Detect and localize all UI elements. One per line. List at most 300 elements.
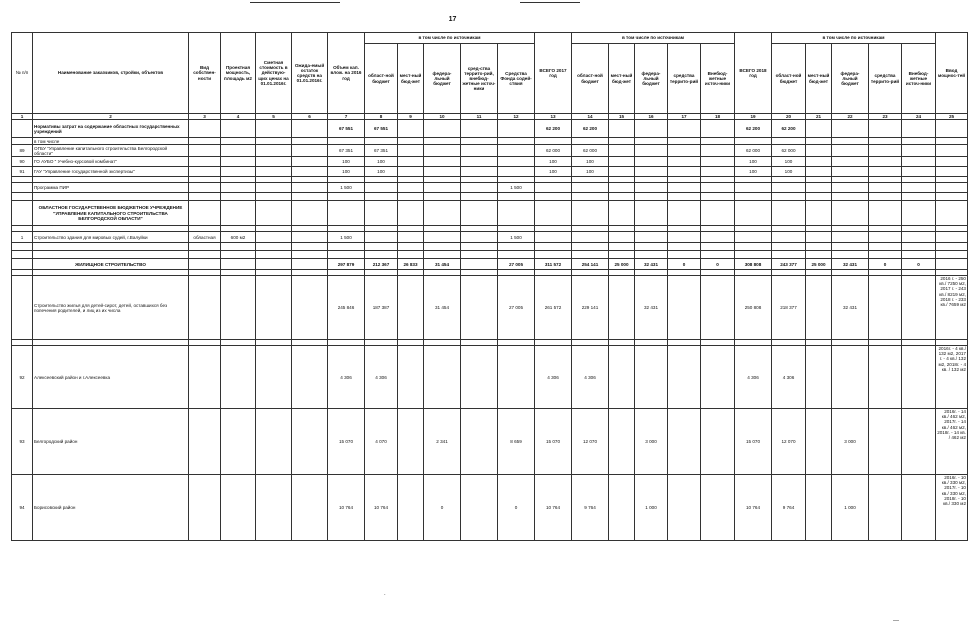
value-cell xyxy=(461,183,498,193)
value-cell xyxy=(806,167,832,177)
empty-cell xyxy=(832,251,869,259)
value-cell: 0 xyxy=(668,259,701,270)
value-cell xyxy=(189,409,221,475)
value-cell xyxy=(701,276,735,340)
value-cell xyxy=(221,346,256,409)
value-cell xyxy=(609,276,635,340)
value-cell xyxy=(189,183,221,193)
value-cell xyxy=(461,167,498,177)
value-cell xyxy=(424,145,461,157)
value-cell xyxy=(365,201,398,226)
value-cell: 0 xyxy=(701,259,735,270)
value-cell: 100 xyxy=(572,167,609,177)
value-cell: 67 551 xyxy=(328,120,365,138)
row-number: 93 xyxy=(12,409,33,475)
row-name: в том числе xyxy=(33,138,189,145)
value-cell xyxy=(461,259,498,270)
col-total2017-header: ВСЕГО 2017 год xyxy=(535,33,572,114)
value-cell xyxy=(221,145,256,157)
value-cell xyxy=(189,138,221,145)
commission-cell xyxy=(936,201,968,226)
empty-cell xyxy=(328,243,365,251)
empty-cell xyxy=(292,193,328,201)
value-cell xyxy=(365,183,398,193)
column-number-cell: 7 xyxy=(328,114,365,120)
value-cell xyxy=(609,232,635,243)
value-cell xyxy=(189,145,221,157)
value-cell xyxy=(461,409,498,475)
value-cell xyxy=(902,120,936,138)
value-cell xyxy=(668,475,701,541)
column-number-cell: 25 xyxy=(936,114,968,120)
column-number-cell: 22 xyxy=(832,114,869,120)
value-cell xyxy=(398,232,424,243)
value-cell xyxy=(832,167,869,177)
row-name: Программа ПИР xyxy=(33,183,189,193)
value-cell xyxy=(398,183,424,193)
column-number-cell: 19 xyxy=(735,114,772,120)
sub-offbudget-header: Внебюд-жетные источ-ники xyxy=(902,44,936,114)
value-cell: 100 xyxy=(735,167,772,177)
value-cell: 218 377 xyxy=(772,276,806,340)
value-cell xyxy=(189,259,221,270)
empty-cell xyxy=(806,243,832,251)
value-cell xyxy=(902,232,936,243)
empty-cell xyxy=(832,193,869,201)
value-cell xyxy=(398,346,424,409)
value-cell xyxy=(902,276,936,340)
value-cell xyxy=(189,475,221,541)
empty-cell xyxy=(33,251,189,259)
value-cell xyxy=(609,120,635,138)
value-cell: 27 005 xyxy=(498,259,535,270)
value-cell xyxy=(869,145,902,157)
value-cell xyxy=(832,232,869,243)
value-cell xyxy=(735,201,772,226)
value-cell xyxy=(292,183,328,193)
empty-cell xyxy=(12,193,33,201)
value-cell xyxy=(701,138,735,145)
sub-regional-header: област-ной бюджет xyxy=(572,44,609,114)
value-cell xyxy=(461,346,498,409)
value-cell xyxy=(635,183,668,193)
value-cell xyxy=(221,183,256,193)
col-total2018-header: ВСЕГО 2018 год xyxy=(735,33,772,114)
col-commission-header: Ввод мощнос-тей xyxy=(936,33,968,114)
table-row xyxy=(12,157,968,167)
commission-cell xyxy=(936,183,968,193)
value-cell: 1 500 xyxy=(328,183,365,193)
value-cell: 600 м2 xyxy=(221,232,256,243)
column-number-cell: 8 xyxy=(365,114,398,120)
value-cell xyxy=(189,167,221,177)
empty-cell xyxy=(292,251,328,259)
column-number-cell: 16 xyxy=(635,114,668,120)
empty-cell xyxy=(33,243,189,251)
sub-territory-ext-header: сред-ства террито-рий, внебюд-жетные источ-ники xyxy=(461,44,498,114)
value-cell: 27 005 xyxy=(498,276,535,340)
value-cell xyxy=(609,475,635,541)
value-cell: 2 341 xyxy=(424,409,461,475)
value-cell xyxy=(221,157,256,167)
empty-cell xyxy=(398,243,424,251)
row-name: Борисовский район xyxy=(33,475,189,541)
empty-cell xyxy=(869,243,902,251)
value-cell xyxy=(635,120,668,138)
value-cell xyxy=(635,157,668,167)
empty-cell xyxy=(535,193,572,201)
value-cell xyxy=(424,201,461,226)
value-cell xyxy=(772,232,806,243)
sub-fund-header: Средства Фонда содей-ствия xyxy=(498,44,535,114)
value-cell xyxy=(869,183,902,193)
value-cell: 100 xyxy=(328,157,365,167)
table-row xyxy=(12,276,968,340)
spacer-row xyxy=(12,243,968,251)
empty-cell xyxy=(189,193,221,201)
empty-cell xyxy=(772,193,806,201)
column-number-cell: 20 xyxy=(772,114,806,120)
scan-top-rule xyxy=(250,2,340,3)
value-cell xyxy=(609,183,635,193)
value-cell xyxy=(256,138,292,145)
value-cell xyxy=(398,145,424,157)
value-cell xyxy=(668,145,701,157)
column-number-cell: 2 xyxy=(33,114,189,120)
value-cell xyxy=(424,346,461,409)
table-row xyxy=(12,167,968,177)
value-cell xyxy=(701,232,735,243)
column-number-cell: 10 xyxy=(424,114,461,120)
empty-cell xyxy=(221,251,256,259)
value-cell xyxy=(189,346,221,409)
value-cell xyxy=(424,120,461,138)
empty-cell xyxy=(498,251,535,259)
empty-cell xyxy=(609,193,635,201)
value-cell xyxy=(256,232,292,243)
value-cell: 10 764 xyxy=(328,475,365,541)
value-cell xyxy=(398,201,424,226)
value-cell: 10 764 xyxy=(365,475,398,541)
value-cell: 15 070 xyxy=(328,409,365,475)
column-number-cell: 1 xyxy=(12,114,33,120)
value-cell: 67 551 xyxy=(365,120,398,138)
value-cell: 250 808 xyxy=(735,276,772,340)
empty-cell xyxy=(735,243,772,251)
value-cell xyxy=(902,157,936,167)
value-cell xyxy=(424,157,461,167)
commission-cell: 2016г. - 14 кв./ 462 м2, 2017г. - 14 кв./ 462 м2, 2018г. - 14 кв. / 462 м2 xyxy=(936,409,968,475)
value-cell: 4 306 xyxy=(772,346,806,409)
value-cell xyxy=(902,145,936,157)
empty-cell xyxy=(806,193,832,201)
column-number-cell: 4 xyxy=(221,114,256,120)
value-cell: 12 070 xyxy=(572,409,609,475)
column-number-cell: 6 xyxy=(292,114,328,120)
value-cell: 100 xyxy=(535,157,572,167)
empty-cell xyxy=(701,243,735,251)
empty-cell xyxy=(936,243,968,251)
value-cell xyxy=(572,201,609,226)
value-cell: 1 500 xyxy=(498,183,535,193)
value-cell xyxy=(869,409,902,475)
value-cell: 67 351 xyxy=(328,145,365,157)
value-cell xyxy=(772,138,806,145)
page-number: 17 xyxy=(448,16,457,23)
value-cell xyxy=(609,167,635,177)
row-name: Строительство здания для мировых судей, г.Валуйки xyxy=(33,232,189,243)
value-cell xyxy=(292,346,328,409)
value-cell: 8 659 xyxy=(498,409,535,475)
value-cell: областная xyxy=(189,232,221,243)
value-cell xyxy=(806,276,832,340)
value-cell xyxy=(635,201,668,226)
value-cell xyxy=(806,138,832,145)
value-cell: 4 306 xyxy=(572,346,609,409)
value-cell xyxy=(292,120,328,138)
value-cell xyxy=(701,157,735,167)
value-cell: 9 764 xyxy=(772,475,806,541)
value-cell xyxy=(902,346,936,409)
empty-cell xyxy=(498,243,535,251)
value-cell: 9 764 xyxy=(572,475,609,541)
value-cell: 261 572 xyxy=(535,276,572,340)
value-cell xyxy=(832,346,869,409)
value-cell: 0 xyxy=(498,475,535,541)
empty-cell xyxy=(12,243,33,251)
value-cell xyxy=(869,346,902,409)
value-cell xyxy=(806,201,832,226)
table-row xyxy=(12,145,968,157)
value-cell xyxy=(572,183,609,193)
empty-cell xyxy=(772,243,806,251)
value-cell xyxy=(668,167,701,177)
value-cell: 31 454 xyxy=(424,276,461,340)
value-cell xyxy=(256,346,292,409)
empty-cell xyxy=(328,193,365,201)
value-cell xyxy=(256,157,292,167)
value-cell xyxy=(498,201,535,226)
value-cell: 0 xyxy=(869,259,902,270)
value-cell xyxy=(292,259,328,270)
empty-cell xyxy=(902,251,936,259)
table-row xyxy=(12,183,968,193)
col-capacity-header: Проектная мощность, площадь м2 xyxy=(221,33,256,114)
value-cell: 15 070 xyxy=(535,409,572,475)
investment-table xyxy=(11,32,968,541)
row-name: ГО АУБО " Учебно-курсовой комбинат" xyxy=(33,157,189,167)
value-cell xyxy=(609,145,635,157)
empty-cell xyxy=(256,243,292,251)
column-number-cell: 23 xyxy=(869,114,902,120)
value-cell xyxy=(461,232,498,243)
value-cell xyxy=(609,138,635,145)
value-cell xyxy=(832,201,869,226)
value-cell xyxy=(635,167,668,177)
value-cell xyxy=(292,167,328,177)
value-cell: 10 764 xyxy=(535,475,572,541)
empty-cell xyxy=(635,193,668,201)
value-cell: 4 070 xyxy=(365,409,398,475)
column-number-cell: 5 xyxy=(256,114,292,120)
empty-cell xyxy=(572,251,609,259)
value-cell xyxy=(668,201,701,226)
value-cell xyxy=(535,183,572,193)
empty-cell xyxy=(635,243,668,251)
commission-cell: 2016г. - 4 кв./ 132 м2, 2017 г. - 4 кв./ 132 м2, 2018г. - 4 кв. / 132 м2 xyxy=(936,346,968,409)
empty-cell xyxy=(832,243,869,251)
column-number-cell: 3 xyxy=(189,114,221,120)
row-name: ГАУ "Управление государственной экспертизы" xyxy=(33,167,189,177)
value-cell: 62 200 xyxy=(535,120,572,138)
value-cell xyxy=(772,201,806,226)
col-num-header: № п/п xyxy=(12,33,33,114)
column-number-cell: 13 xyxy=(535,114,572,120)
value-cell xyxy=(609,157,635,167)
empty-cell xyxy=(668,243,701,251)
value-cell xyxy=(221,167,256,177)
empty-cell xyxy=(33,193,189,201)
column-number-cell: 24 xyxy=(902,114,936,120)
value-cell xyxy=(902,167,936,177)
value-cell xyxy=(292,201,328,226)
value-cell xyxy=(668,157,701,167)
value-cell: 100 xyxy=(735,157,772,167)
value-cell: 26 833 xyxy=(398,259,424,270)
value-cell xyxy=(701,120,735,138)
value-cell: 4 306 xyxy=(535,346,572,409)
sub-territory-header: средства террито-рий xyxy=(869,44,902,114)
row-name: ЖИЛИЩНОЕ СТРОИТЕЛЬСТВО xyxy=(33,259,189,270)
empty-cell xyxy=(735,193,772,201)
table-row xyxy=(12,232,968,243)
value-cell: 0 xyxy=(902,259,936,270)
empty-cell xyxy=(701,251,735,259)
value-cell: 62 000 xyxy=(735,145,772,157)
commission-cell xyxy=(936,138,968,145)
value-cell xyxy=(424,232,461,243)
empty-cell xyxy=(609,251,635,259)
sub-regional-header: област-ной бюджет xyxy=(772,44,806,114)
scan-top-rule xyxy=(520,2,580,3)
value-cell xyxy=(572,138,609,145)
value-cell xyxy=(498,138,535,145)
column-number-cell: 14 xyxy=(572,114,609,120)
value-cell xyxy=(869,232,902,243)
sources-2017-header: в том числе по источникам xyxy=(572,33,735,44)
value-cell xyxy=(869,120,902,138)
value-cell: 32 431 xyxy=(635,276,668,340)
row-number xyxy=(12,276,33,340)
value-cell xyxy=(424,167,461,177)
empty-cell xyxy=(869,193,902,201)
row-name: ОБЛАСТНОЕ ГОСУДАРСТВЕННОЕ БЮДЖЕТНОЕ УЧРЕЖДЕНИЕ "УПРАВЛЕНИЕ КАПИТАЛЬНОГО СТРОИТЕЛЬСТВА БЕЛГОРОДСКОЙ ОБЛАСТИ" xyxy=(33,201,189,226)
value-cell xyxy=(256,145,292,157)
value-cell xyxy=(869,475,902,541)
value-cell xyxy=(189,276,221,340)
sources-2018-header: в том числе по источникам xyxy=(772,33,936,44)
value-cell xyxy=(221,201,256,226)
table-row xyxy=(12,138,968,145)
sub-federal-header: федера-льный бюджет xyxy=(832,44,869,114)
value-cell: 4 306 xyxy=(735,346,772,409)
value-cell: 32 431 xyxy=(635,259,668,270)
row-number: 91 xyxy=(12,167,33,177)
value-cell xyxy=(398,157,424,167)
empty-cell xyxy=(424,243,461,251)
spacer-row xyxy=(12,193,968,201)
value-cell: 254 141 xyxy=(572,259,609,270)
empty-cell xyxy=(398,193,424,201)
value-cell: 0 xyxy=(424,475,461,541)
row-number xyxy=(12,120,33,138)
value-cell: 32 431 xyxy=(832,276,869,340)
empty-cell xyxy=(535,243,572,251)
value-cell: 67 351 xyxy=(365,145,398,157)
value-cell xyxy=(461,276,498,340)
value-cell xyxy=(668,232,701,243)
row-number: 94 xyxy=(12,475,33,541)
sub-federal-header: федера-льный бюджет xyxy=(635,44,668,114)
column-number-cell: 21 xyxy=(806,114,832,120)
value-cell: 25 000 xyxy=(609,259,635,270)
value-cell xyxy=(256,167,292,177)
value-cell: 31 454 xyxy=(424,259,461,270)
value-cell: 100 xyxy=(328,167,365,177)
sub-local-header: мест-ный бюд-жет xyxy=(609,44,635,114)
table-body xyxy=(12,120,968,541)
value-cell xyxy=(668,138,701,145)
sub-federal-header: федера-льный бюджет xyxy=(424,44,461,114)
value-cell xyxy=(902,183,936,193)
value-cell xyxy=(365,138,398,145)
value-cell: 62 000 xyxy=(572,145,609,157)
sub-offbudget-header: Внебюд-жетные источ-ники xyxy=(701,44,735,114)
empty-cell xyxy=(498,193,535,201)
row-number: 1 xyxy=(12,232,33,243)
value-cell xyxy=(221,276,256,340)
column-number-cell: 11 xyxy=(461,114,498,120)
value-cell xyxy=(635,145,668,157)
scan-mark: . xyxy=(384,591,386,597)
value-cell: 62 000 xyxy=(535,145,572,157)
row-number: 90 xyxy=(12,157,33,167)
row-name: Белгородский район xyxy=(33,409,189,475)
value-cell xyxy=(832,157,869,167)
value-cell xyxy=(461,157,498,167)
empty-cell xyxy=(256,193,292,201)
value-cell xyxy=(292,145,328,157)
value-cell xyxy=(328,201,365,226)
value-cell xyxy=(256,475,292,541)
empty-cell xyxy=(806,251,832,259)
value-cell xyxy=(256,409,292,475)
commission-cell: 2016г. - 10 кв./ 330 м2, 2017г. - 10 кв./ 330 м2, 2018г. - 10 кв./ 330 м2 xyxy=(936,475,968,541)
value-cell xyxy=(701,145,735,157)
value-cell: 3 000 xyxy=(832,409,869,475)
value-cell xyxy=(498,346,535,409)
value-cell xyxy=(535,232,572,243)
commission-cell xyxy=(936,120,968,138)
empty-cell xyxy=(902,243,936,251)
value-cell: 1 500 xyxy=(328,232,365,243)
value-cell xyxy=(869,167,902,177)
value-cell xyxy=(668,183,701,193)
table-row xyxy=(12,259,968,270)
empty-cell xyxy=(936,193,968,201)
value-cell xyxy=(668,346,701,409)
value-cell xyxy=(221,138,256,145)
